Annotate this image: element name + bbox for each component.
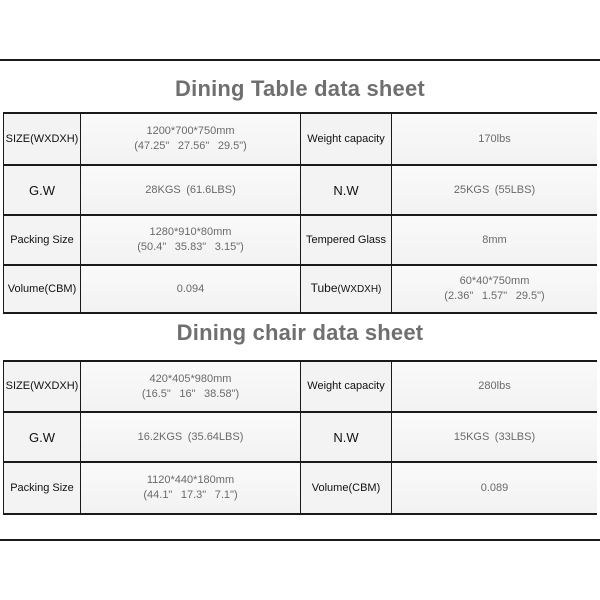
net-weight-value: 25KGS (55LBS) <box>392 164 597 214</box>
size-value <box>81 360 300 411</box>
gross-weight-value: 28KGS (61.6LBS) <box>81 164 300 214</box>
volume-value: 0.094 <box>81 264 300 314</box>
tube-label-main: Tube <box>310 281 338 295</box>
net-weight-label: N.W <box>300 164 392 214</box>
tempered-glass-label: Tempered Glass <box>300 214 392 264</box>
table-row <box>3 360 597 411</box>
weight-capacity-label: Weight capacity <box>300 360 392 411</box>
volume-label: Volume(CBM) <box>3 264 81 314</box>
gross-weight-value: 16.2KGS (35.64LBS) <box>81 411 300 461</box>
packing-size-imperial: (44.1" 17.3" 7.1") <box>143 489 238 501</box>
volume-value: 0.089 <box>392 461 597 515</box>
gross-weight-label: G.W <box>3 411 81 461</box>
packing-size-metric: 1280*910*80mm <box>149 226 232 238</box>
size-value-metric: 1200*700*750mm <box>146 125 235 137</box>
table-row <box>3 112 597 164</box>
size-value <box>81 112 300 164</box>
dining-table-title: Dining Table data sheet <box>175 76 425 101</box>
packing-size-label: Packing Size <box>3 214 81 264</box>
weight-capacity-value: 280lbs <box>392 360 597 411</box>
tube-value-imperial: (2.36" 1.57" 29.5") <box>444 290 545 302</box>
table-row <box>3 461 597 515</box>
size-value-imperial: (16.5" 16" 38.58") <box>141 387 240 400</box>
table-row <box>3 164 597 214</box>
packing-size-value <box>81 461 300 515</box>
dining-chair-title: Dining chair data sheet <box>176 320 424 345</box>
size-label: SIZE(WXDXH) <box>3 112 81 164</box>
dining-table-sheet <box>3 112 597 314</box>
packing-size-label: Packing Size <box>3 461 81 515</box>
tube-label <box>300 264 392 314</box>
table-row <box>3 264 597 314</box>
size-label: SIZE(WXDXH) <box>3 360 81 411</box>
table-row <box>3 214 597 264</box>
packing-size-imperial: (50.4" 35.83" 3.15") <box>137 241 244 253</box>
weight-capacity-label: Weight capacity <box>300 112 392 164</box>
volume-label: Volume(CBM) <box>300 461 392 515</box>
gross-weight-label: G.W <box>3 164 81 214</box>
size-value-metric: 420*405*980mm <box>149 372 232 385</box>
packing-size-value <box>81 214 300 264</box>
packing-size-metric: 1120*440*180mm <box>146 474 235 486</box>
tempered-glass-value: 8mm <box>392 214 597 264</box>
table-row <box>3 411 597 461</box>
size-value-imperial: (47.25" 27.56" 29.5") <box>134 140 247 152</box>
tube-label-sub: (WXDXH) <box>337 284 382 295</box>
net-weight-value: 15KGS (33LBS) <box>392 411 597 461</box>
tube-value-metric: 60*40*750mm <box>459 275 530 287</box>
dining-chair-sheet <box>3 360 597 515</box>
net-weight-label: N.W <box>300 411 392 461</box>
tube-value <box>392 264 597 314</box>
weight-capacity-value: 170lbs <box>392 112 597 164</box>
